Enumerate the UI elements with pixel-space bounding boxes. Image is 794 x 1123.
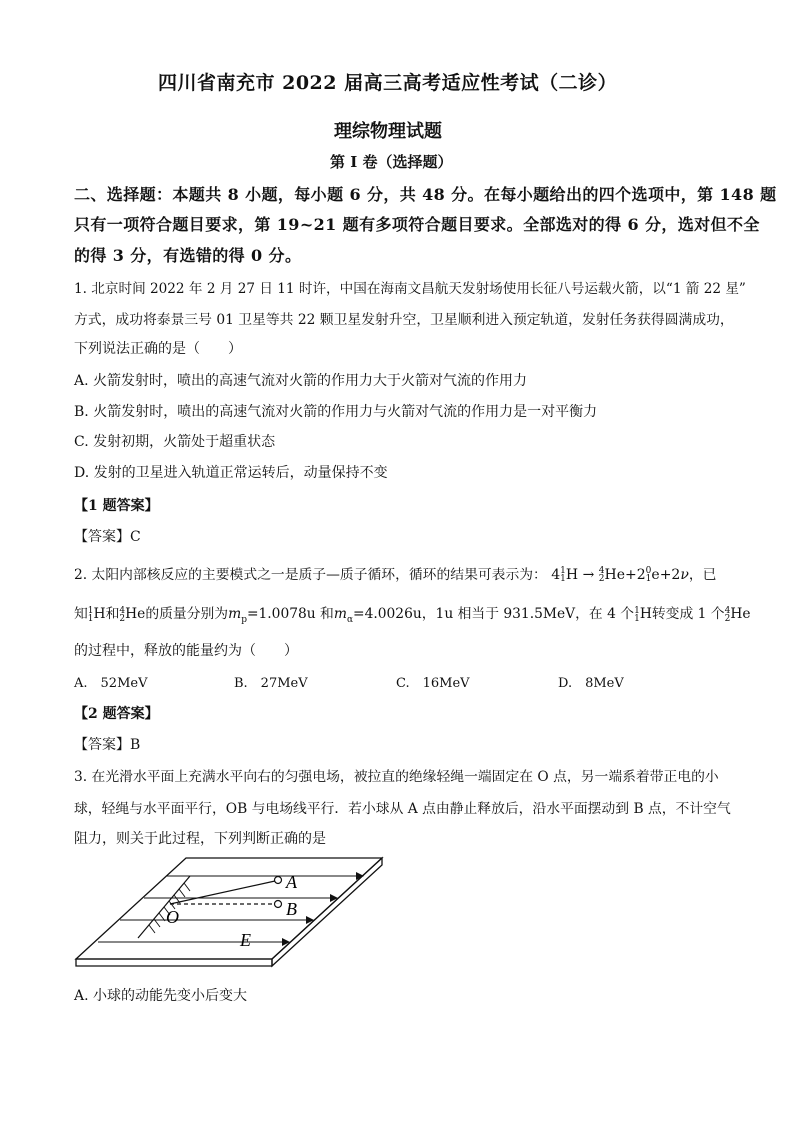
q2-text: 2. 太阳内部核反应的主要模式之一是质子—质子循环，循环的结果可表示为：	[74, 567, 547, 583]
document-subtitle: 理综物理试题	[334, 121, 442, 142]
ball-b	[275, 901, 282, 908]
q2-option-a: A. 52MeV	[74, 676, 148, 691]
q2-stem-line-2: 知1 1H和4 2He的质量分别为$m_p=1.0078u$ 和$m_\alpha=4.0026u$，1u 相当于 931.5MeV，在 4 个1 1H转变成 1 个4 2He	[74, 605, 751, 625]
q1-option-a: A. 火箭发射时，喷出的高速气流对火箭的作用力大于火箭对气流的作用力	[74, 373, 528, 389]
label-e: E	[240, 930, 251, 950]
volume-heading: 第 I 卷（选择题）	[330, 153, 453, 171]
q1-answer: 【答案】C	[74, 529, 141, 545]
plane-top-face	[76, 858, 382, 959]
q1-stem-line-3: 下列说法正确的是（ ）	[74, 341, 242, 357]
q1-answer-heading: 【1 题答案】	[74, 498, 159, 514]
q2-stem-line-1: 2. 太阳内部核反应的主要模式之一是质子—质子循环，循环的结果可表示为： 41 1H → 4 2He+20 1e+2ν，已	[74, 566, 717, 584]
plane-front-face	[76, 959, 272, 966]
string-to-a	[170, 881, 275, 904]
label-a: A	[286, 872, 297, 892]
q2-answer: 【答案】B	[74, 737, 141, 753]
field-arrow-4	[282, 938, 290, 946]
q1-stem-line-2: 方式，成功将泰景三号 01 卫星等共 22 颗卫星发射升空，卫星顺利进入预定轨道，发射任务获得圆满成功，	[74, 312, 734, 328]
field-arrow-2	[330, 894, 338, 902]
q1-stem-line-1: 1. 北京时间 2022 年 2 月 27 日 11 时许，中国在海南文昌航天发射场使用长征八号运载火箭，以“1 箭 22 星”	[74, 281, 746, 297]
field-arrow-3	[306, 916, 314, 924]
q1-option-d: D. 发射的卫星进入轨道正常运转后，动量保持不变	[74, 465, 388, 481]
q3-stem-line-1: 3. 在光滑水平面上充满水平向右的匀强电场，被拉直的绝缘轻绳一端固定在 O 点，另一端系着带正电的小	[74, 769, 719, 785]
q3-electric-field-diagram	[74, 854, 384, 974]
q2-equation: 41 1H → 4 2He+20 1e+2ν	[551, 566, 689, 584]
q1-option-c: C. 发射初期，火箭处于超重状态	[74, 434, 276, 450]
q1-option-b: B. 火箭发射时，喷出的高速气流对火箭的作用力与火箭对气流的作用力是一对平衡力	[74, 404, 598, 420]
q2-answer-heading: 【2 题答案】	[74, 706, 159, 722]
q2-option-b: B. 27MeV	[234, 676, 308, 691]
instructions-line-3: 的得 3 分，有选错的得 0 分。	[74, 246, 302, 265]
label-b: B	[286, 899, 297, 919]
label-o: O	[166, 907, 179, 927]
q3-option-a: A. 小球的动能先变小后变大	[74, 988, 248, 1004]
instructions-line-1: 二、选择题：本题共 8 小题，每小题 6 分，共 48 分。在每小题给出的四个选项中，第 148 题	[74, 185, 777, 204]
ball-a	[275, 877, 282, 884]
document-title: 四川省南充市 2022 届高三高考适应性考试（二诊）	[158, 72, 618, 94]
instructions-line-2: 只有一项符合题目要求，第 19~21 题有多项符合题目要求。全部选对的得 6 分，选对但不全	[74, 215, 760, 234]
q2-option-d: D. 8MeV	[558, 676, 624, 691]
q3-stem-line-3: 阻力，则关于此过程，下列判断正确的是	[74, 831, 326, 847]
q2-option-c: C. 16MeV	[396, 676, 470, 691]
q3-stem-line-2: 球，轻绳与水平面平行，OB 与电场线平行．若小球从 A 点由静止释放后，沿水平面摆动到 B 点，不计空气	[74, 801, 731, 817]
q2-stem-line-3: 的过程中，释放的能量约为（ ）	[74, 643, 298, 659]
